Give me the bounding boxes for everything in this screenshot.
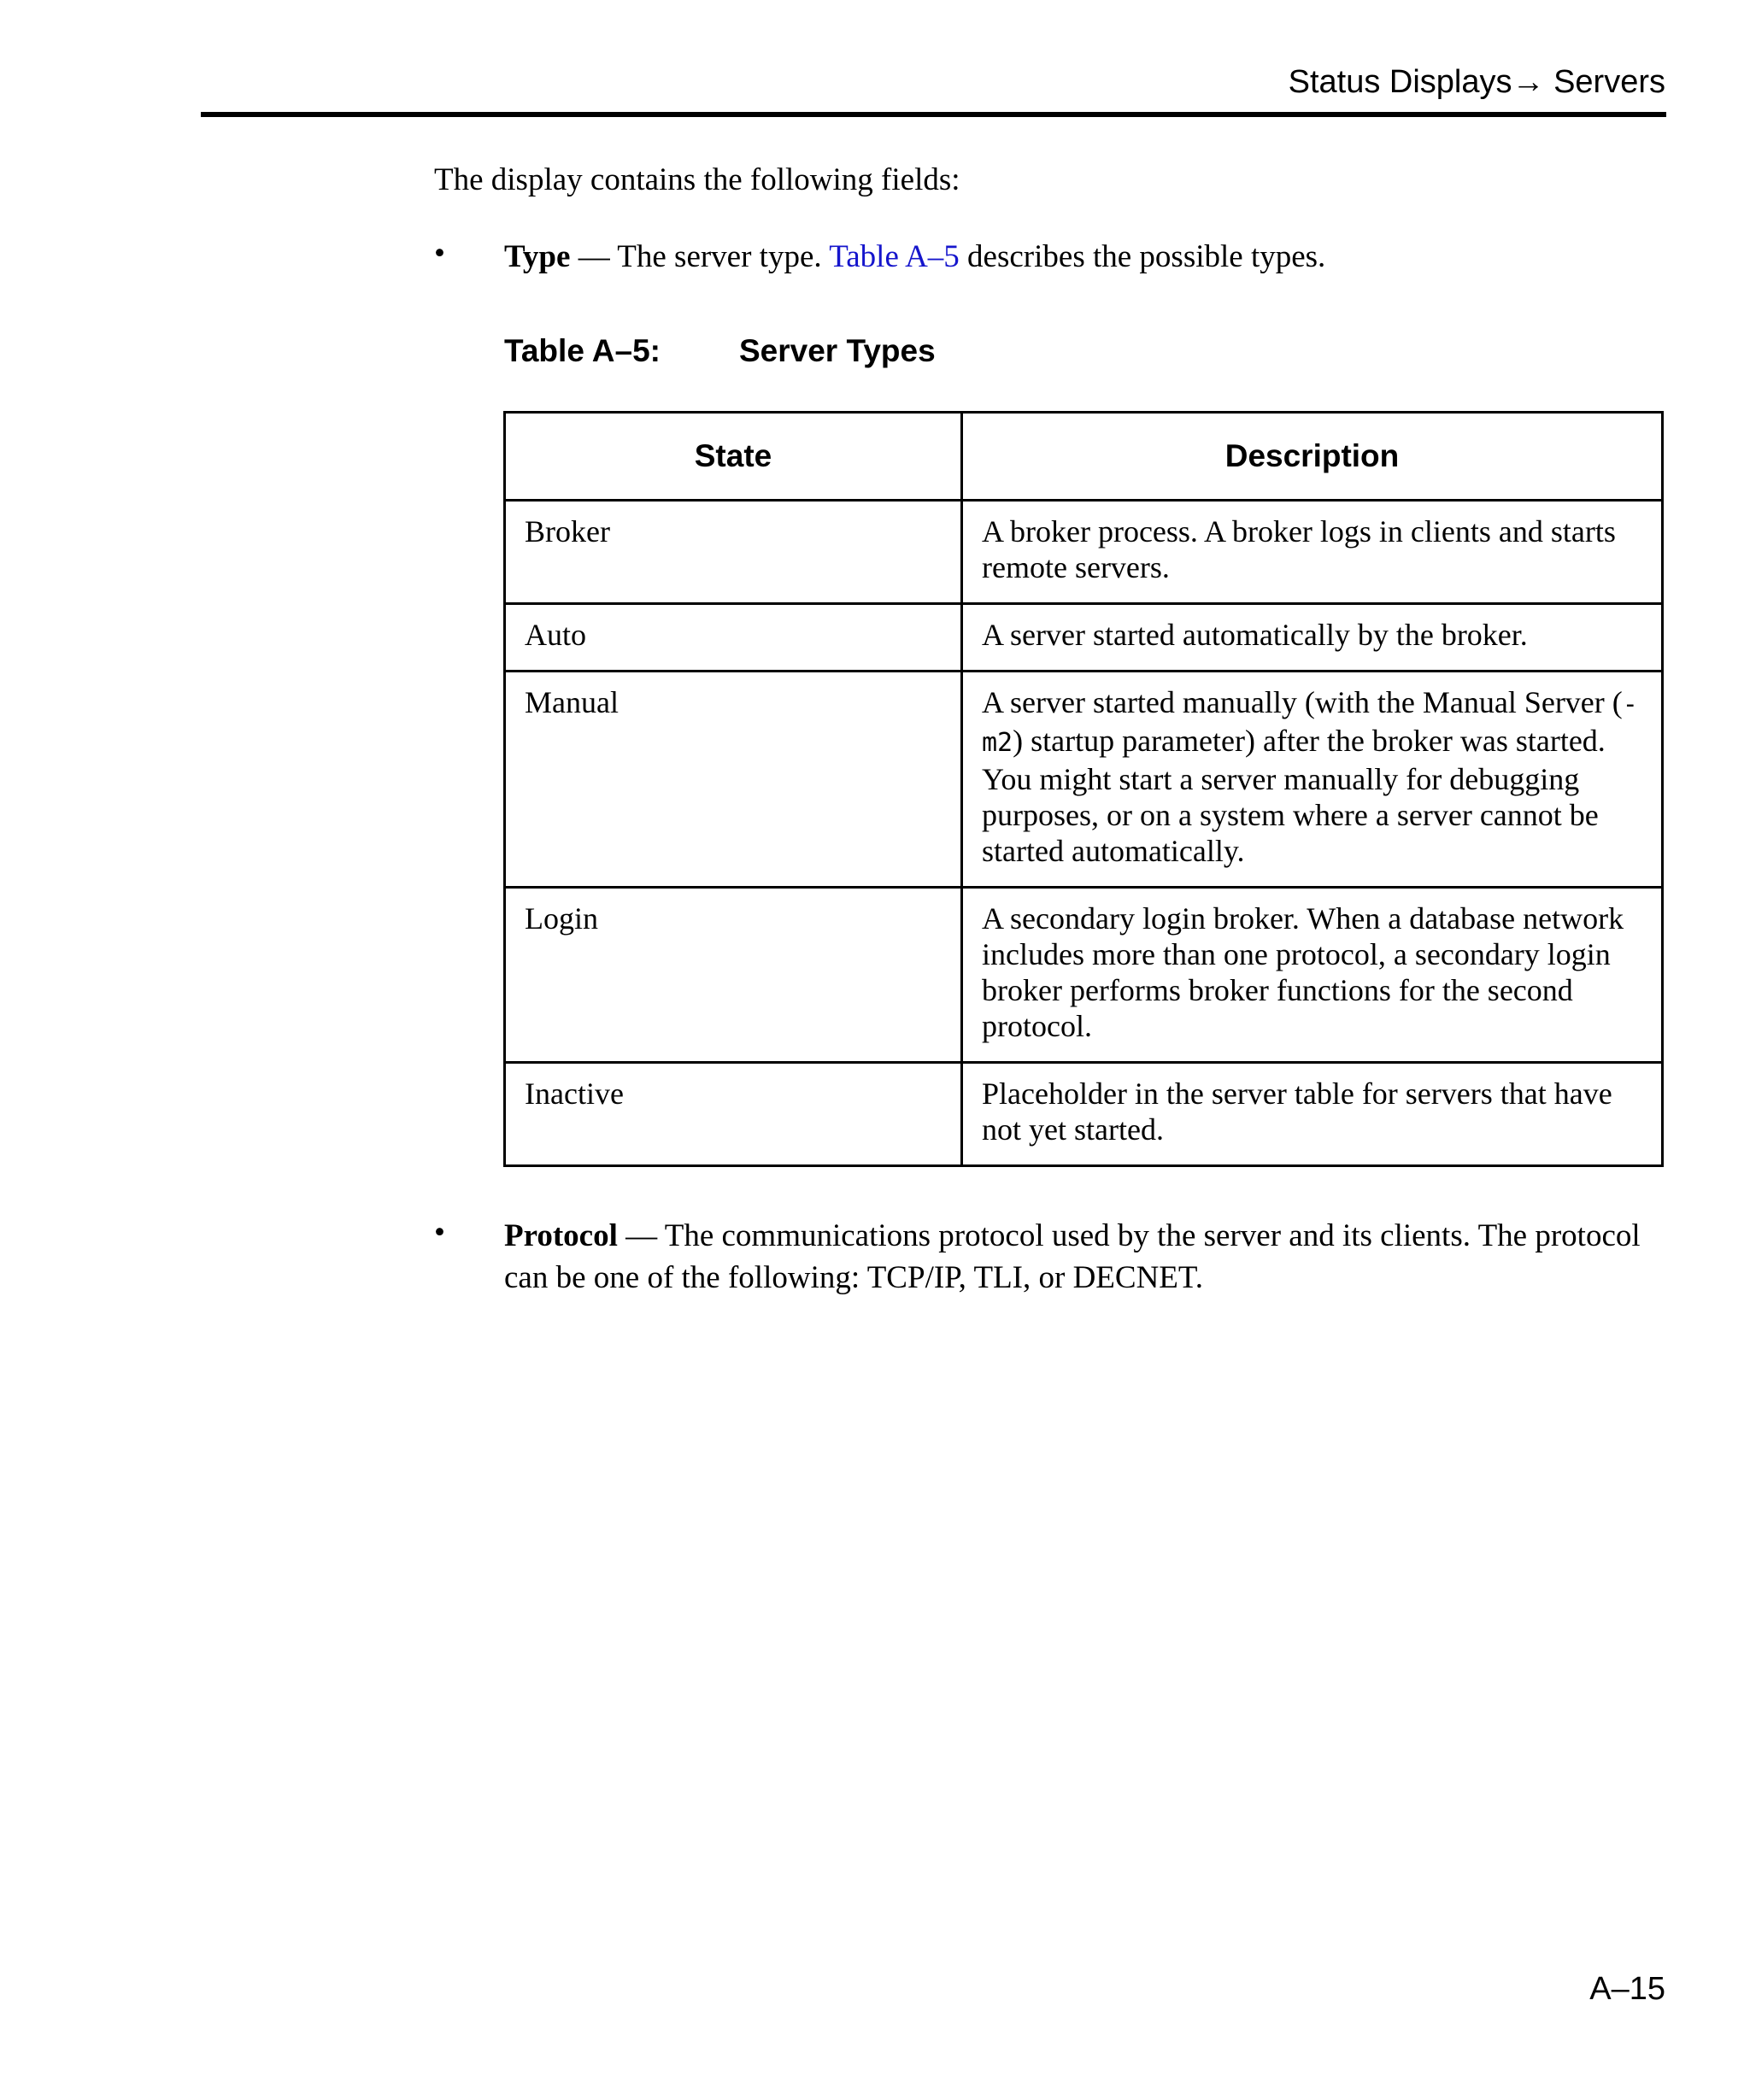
column-header-description: Description [962, 413, 1663, 501]
table-row [505, 672, 1663, 888]
description-cell: A server started automatically by the broker. [962, 604, 1663, 672]
running-header [1289, 65, 1665, 101]
bullet-type [504, 236, 1673, 278]
bullet-type-text-end: describes the possible types. [959, 239, 1326, 274]
table-row [505, 604, 1663, 672]
state-cell: Inactive [505, 1063, 962, 1166]
table-row [505, 501, 1663, 604]
state-cell: Auto [505, 604, 962, 672]
description-cell [962, 672, 1663, 888]
intro-paragraph: The display contains the following fields: [434, 162, 960, 197]
server-types-table [503, 411, 1664, 1167]
bullet-type-term: Type [504, 239, 571, 274]
parameter-code: -m2 [982, 689, 1638, 758]
description-cell: Placeholder in the server table for servers that have not yet started. [962, 1063, 1663, 1166]
table-row [505, 888, 1663, 1063]
bullet-protocol-text: — The communications protocol used by the server and its clients. The protocol can be one of the following: TCP/IP, TLI, or DECNET. [504, 1218, 1641, 1295]
table-caption-title: Server Types [739, 333, 936, 368]
column-header-state: State [505, 413, 962, 501]
header-rule [201, 112, 1666, 117]
table-row [505, 1063, 1663, 1166]
description-text: A server started manually (with the Manual Server ( [982, 685, 1623, 719]
state-cell: Manual [505, 672, 962, 888]
page-number: A–15 [1589, 1971, 1665, 2007]
bullet-protocol [504, 1215, 1673, 1299]
state-cell: Broker [505, 501, 962, 604]
table-header-row [505, 413, 1663, 501]
description-text-end: ) startup parameter) after the broker was started. You might start a server manually for debugging purposes, or on a system where a server cannot be started automatically. [982, 724, 1606, 868]
table-caption-number: Table A–5: [504, 333, 661, 368]
table-a5-link[interactable]: Table A–5 [829, 239, 960, 274]
state-cell: Login [505, 888, 962, 1063]
description-cell: A secondary login broker. When a database network includes more than one protocol, a secondary login broker performs broker functions for the second protocol. [962, 888, 1663, 1063]
description-cell: A broker process. A broker logs in clients and starts remote servers. [962, 501, 1663, 604]
bullet-type-text: — The server type. [570, 239, 830, 274]
header-section: Status Displays [1288, 64, 1512, 100]
bullet-type-marker: • [434, 236, 445, 271]
header-subsection: Servers [1544, 64, 1665, 100]
bullet-protocol-marker: • [434, 1215, 445, 1250]
bullet-protocol-term: Protocol [504, 1218, 618, 1253]
header-arrow: → [1512, 64, 1545, 100]
